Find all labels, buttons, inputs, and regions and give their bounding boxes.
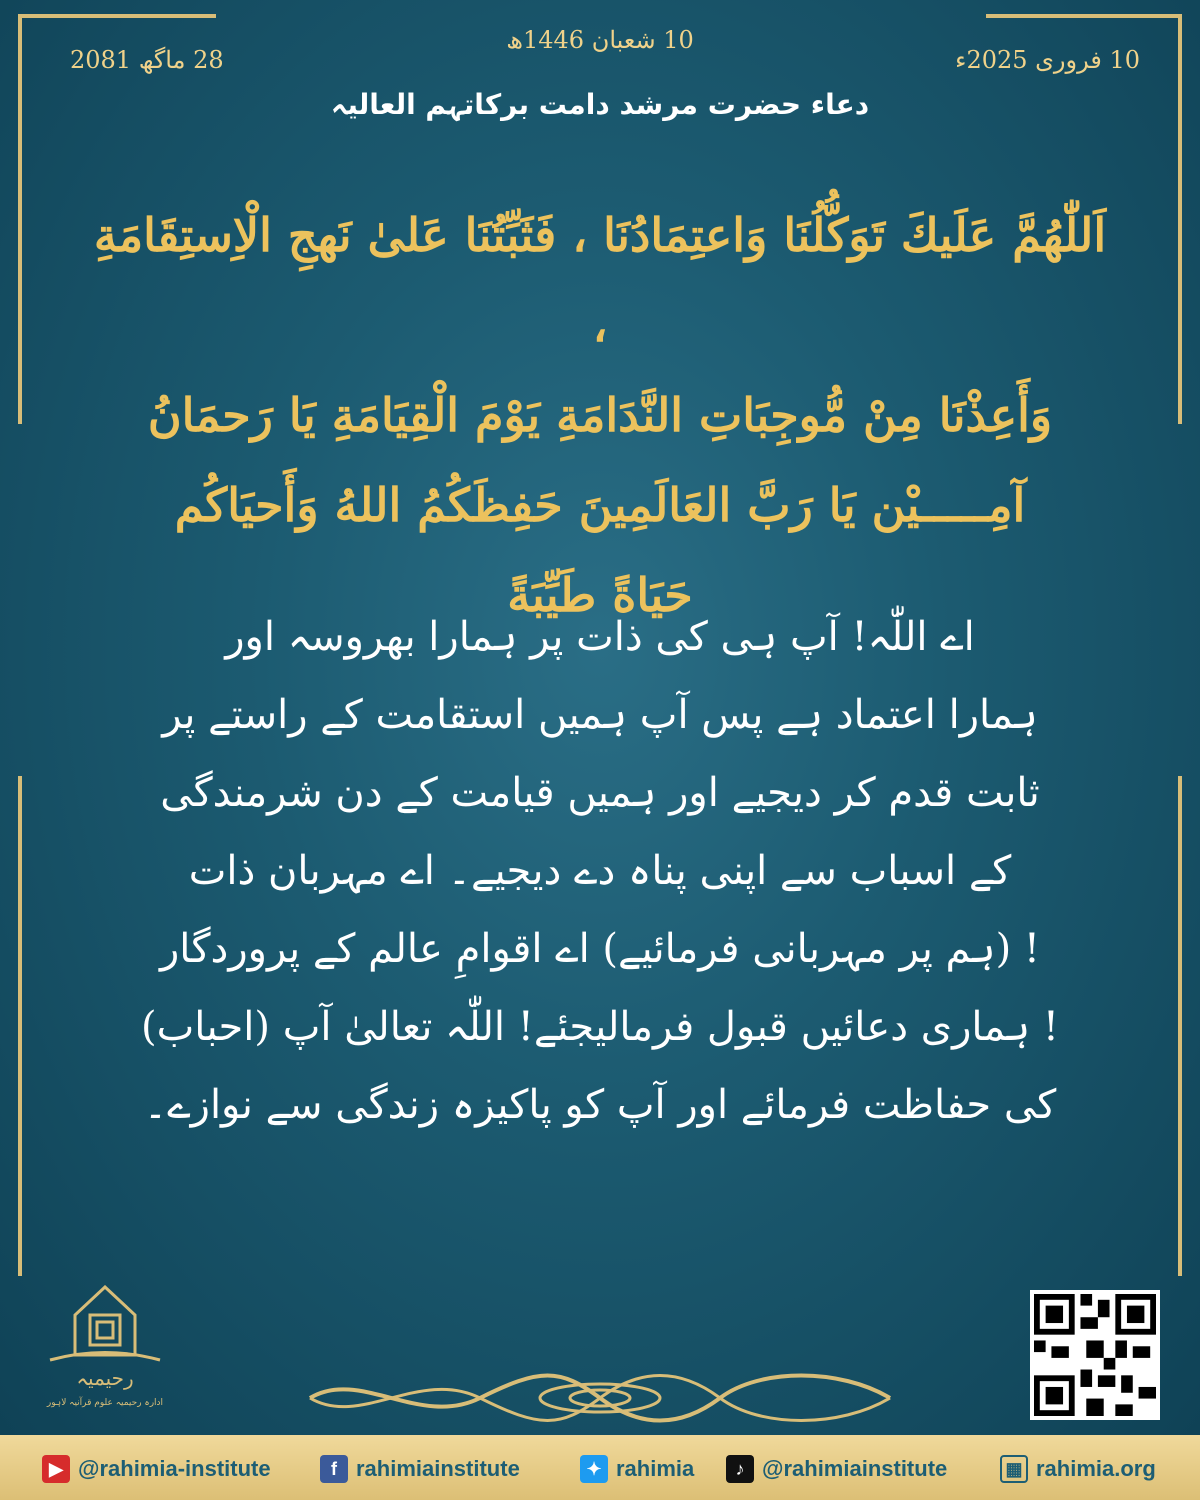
web-icon: ▦ <box>1000 1455 1028 1483</box>
tiktok-handle: @rahimiainstitute <box>762 1456 948 1481</box>
frame-left-top <box>18 14 22 424</box>
arabic-line: اَللّٰهُمَّ عَلَيكَ تَوَكُّلُنَا وَاعتِمَادُنَا ، فَثَبِّتُنَا عَلىٰ نَهجِ الْاِستِقَامَةِ ، <box>93 208 1107 352</box>
logo-emblem-icon <box>40 1285 170 1415</box>
website-link[interactable] <box>1000 1455 1156 1483</box>
urdu-line: کی حفاظت فرمائے اور آپ کو پاکیزہ زندگی سے نوازے۔ <box>143 1082 1057 1128</box>
tiktok-icon: ♪ <box>726 1455 754 1483</box>
tiktok-link[interactable] <box>726 1455 947 1483</box>
qr-code[interactable] <box>1030 1290 1160 1420</box>
facebook-icon: f <box>320 1455 348 1483</box>
youtube-handle: @rahimia-institute <box>78 1456 271 1481</box>
page-subtitle: دعاء حضرت مرشد دامت برکاتہم العالیہ <box>330 88 870 121</box>
youtube-link[interactable] <box>42 1455 271 1483</box>
ornament-divider-icon <box>300 1368 900 1428</box>
twitter-icon: ✦ <box>580 1455 608 1483</box>
arabic-line: آمِـــــيْن يَا رَبَّ العَالَمِينَ حَفِظَكُمُ اللهُ وَأَحيَاكُم <box>174 478 1026 532</box>
urdu-translation <box>140 598 1060 1144</box>
twitter-link[interactable] <box>580 1455 694 1483</box>
logo-name: رحیمیہ <box>76 1366 134 1390</box>
arabic-line: حَيَاةً طَيِّبَةً <box>507 568 693 622</box>
frame-right-bottom <box>1178 776 1182 1276</box>
urdu-line: کے اسباب سے اپنی پناہ دے دیجیے۔ اے مہربان ذات <box>188 848 1012 894</box>
frame-top-right <box>986 14 1182 18</box>
arabic-dua <box>80 190 1120 640</box>
urdu-line: ! ہماری دعائیں قبول فرمالیجئے! اللّٰہ تعالیٰ آپ (احباب) <box>141 1004 1059 1050</box>
website-handle: rahimia.org <box>1036 1456 1156 1481</box>
arabic-line: وَأَعِذْنَا مِنْ مُّوجِبَاتِ النَّدَامَةِ يَوْمَ الْقِيَامَةِ يَا رَحمَانُ <box>147 388 1053 442</box>
urdu-line: ثابت قدم کر دیجیے اور ہمیں قیامت کے دن شرمندگی <box>160 770 1040 816</box>
frame-left-bottom <box>18 776 22 1276</box>
facebook-link[interactable] <box>320 1455 520 1483</box>
urdu-line: اے اللّٰہ! آپ ہی کی ذات پر ہمارا بھروسہ اور <box>225 614 975 660</box>
logo-caption: ادارہ رحیمیہ علوم قرآنیہ لاہور <box>46 1398 164 1408</box>
urdu-line: ہمارا اعتماد ہے پس آپ ہمیں استقامت کے راستے پر <box>162 692 1038 738</box>
qr-code-icon <box>1034 1294 1156 1416</box>
frame-right-top <box>1178 14 1182 424</box>
facebook-handle: rahimiainstitute <box>356 1456 520 1481</box>
urdu-line: ! (ہم پر مہربانی فرمائیے) اے اقوامِ عالم کے پروردگار <box>159 926 1041 972</box>
gregorian-date: 10 فروری 2025ء <box>955 46 1140 74</box>
rahimia-logo <box>40 1285 170 1415</box>
bikrami-date: 28 ماگھ 2081 <box>70 46 224 74</box>
social-footer <box>0 1435 1200 1500</box>
twitter-handle: rahimia <box>616 1456 695 1481</box>
youtube-icon: ▶ <box>42 1455 70 1483</box>
hijri-date: 10 شعبان 1446ھ <box>506 26 694 54</box>
frame-top-left <box>18 14 216 18</box>
